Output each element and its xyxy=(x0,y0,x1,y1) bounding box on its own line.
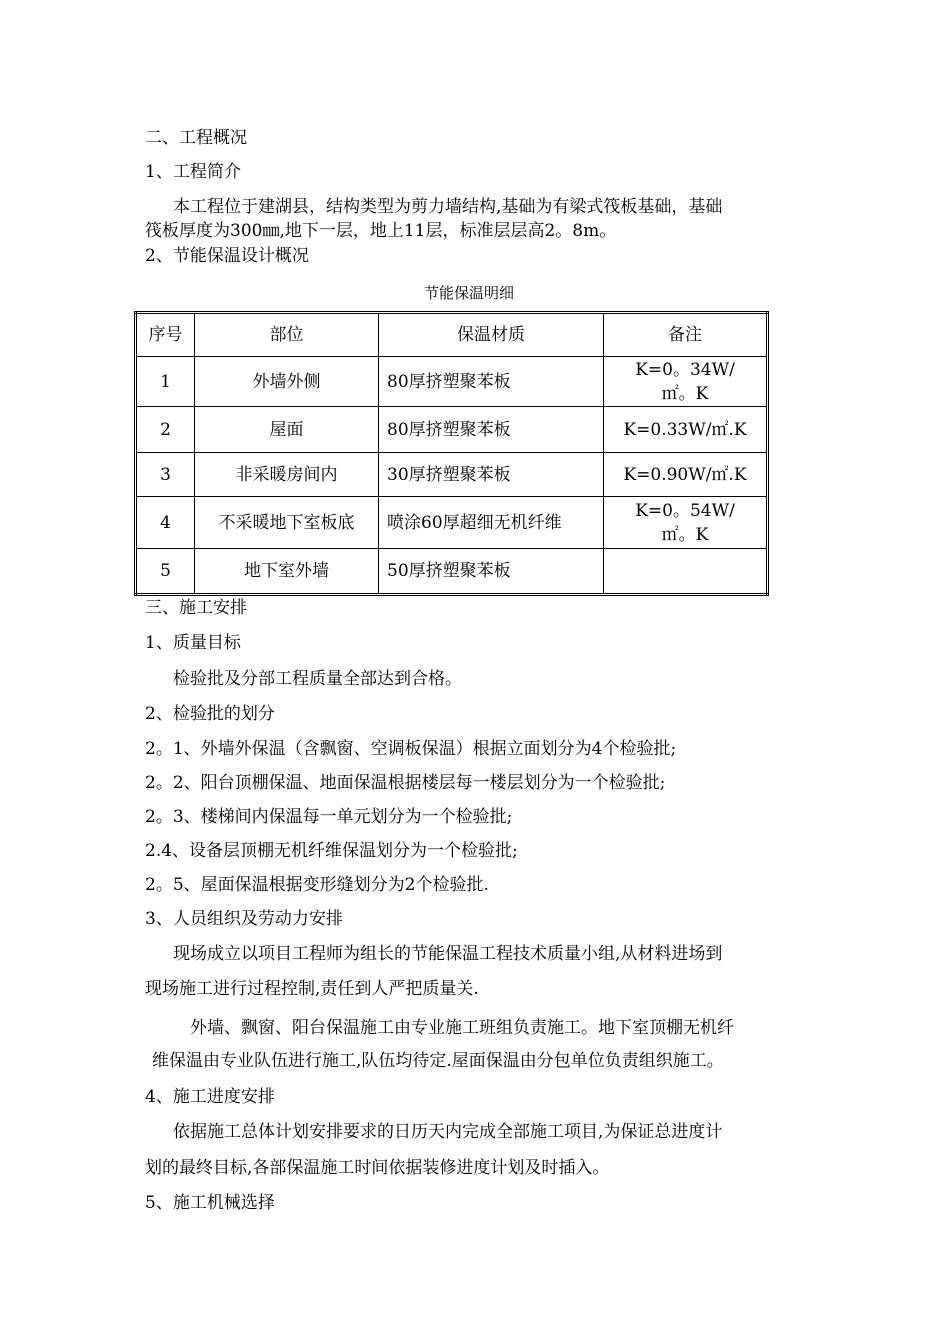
row-note: K=0.33W/㎡.K xyxy=(604,407,768,453)
row-material: 喷涂60厚超细无机纤维 xyxy=(379,497,604,549)
table-header-row xyxy=(136,313,768,357)
project-intro-title: 1、工程简介 xyxy=(145,162,241,182)
header-part: 部位 xyxy=(195,313,379,357)
table-caption: 节能保温明细 xyxy=(424,284,515,302)
header-material: 保温材质 xyxy=(379,313,604,357)
row-note: K=0.90W/㎡.K xyxy=(604,453,768,497)
staffing-paragraph2-line1: 外墙、飘窗、阳台保温施工由专业施工班组负责施工。地下室顶棚无机纤 xyxy=(190,1018,734,1038)
row-note xyxy=(604,357,768,407)
row-part: 非采暖房间内 xyxy=(195,453,379,497)
batch-item: 2。3、楼梯间内保温每一单元划分为一个检验批; xyxy=(145,807,513,827)
row-material: 30厚挤塑聚苯板 xyxy=(379,453,604,497)
project-intro-text-line1: 本工程位于建湖县，结构类型为剪力墙结构,基础为有梁式筏板基础，基础 xyxy=(173,197,723,217)
row-note xyxy=(604,549,768,595)
batch-division-title: 2、检验批的划分 xyxy=(145,704,275,724)
row-part: 地下室外墙 xyxy=(195,549,379,595)
row-no: 2 xyxy=(136,407,195,453)
staffing-title: 3、人员组织及劳动力安排 xyxy=(145,909,343,929)
row-part: 不采暖地下室板底 xyxy=(195,497,379,549)
header-note: 备注 xyxy=(604,313,768,357)
batch-item: 2.4、设备层顶棚无机纤维保温划分为一个检验批; xyxy=(145,841,518,861)
quality-goal-title: 1、质量目标 xyxy=(145,633,241,653)
table-row xyxy=(136,453,768,497)
row-no: 5 xyxy=(136,549,195,595)
row-note-line1: K=0。54W/ xyxy=(635,500,735,521)
staffing-paragraph2-line2: 维保温由专业队伍进行施工,队伍均待定.屋面保温由分包单位负责组织施工。 xyxy=(152,1051,724,1071)
batch-item: 2。2、阳台顶棚保温、地面保温根据楼层每一楼层划分为一个检验批; xyxy=(145,773,666,793)
machinery-title: 5、施工机械选择 xyxy=(145,1193,275,1213)
table-row xyxy=(136,549,768,595)
row-no: 3 xyxy=(136,453,195,497)
row-note-line2: ㎡。K xyxy=(661,383,709,404)
batch-item: 2。1、外墙外保温（含飘窗、空调板保温）根据立面划分为4个检验批; xyxy=(145,739,677,759)
header-no: 序号 xyxy=(136,313,195,357)
row-no: 1 xyxy=(136,357,195,407)
row-note xyxy=(604,497,768,549)
table-row xyxy=(136,407,768,453)
row-no: 4 xyxy=(136,497,195,549)
project-intro-text-line2: 筏板厚度为300㎜,地下一层，地上11层，标准层层高2。8m。 xyxy=(145,221,617,241)
table-row xyxy=(136,357,768,407)
batch-item: 2。5、屋面保温根据变形缝划分为2个检验批. xyxy=(145,875,489,895)
schedule-text-line1: 依据施工总体计划安排要求的日历天内完成全部施工项目,为保证总进度计 xyxy=(173,1122,723,1142)
row-part: 外墙外侧 xyxy=(195,357,379,407)
schedule-text-line2: 划的最终目标,各部保温施工时间依据装修进度计划及时插入。 xyxy=(145,1158,610,1178)
quality-goal-text: 检验批及分部工程质量全部达到合格。 xyxy=(173,669,462,689)
section-3-heading: 三、施工安排 xyxy=(145,598,247,618)
staffing-paragraph1-line1: 现场成立以项目工程师为组长的节能保温工程技术质量小组,从材料进场到 xyxy=(173,944,723,964)
insulation-table xyxy=(134,311,769,596)
row-note-line1: K=0。34W/ xyxy=(635,359,735,380)
row-note-line2: ㎡。K xyxy=(661,524,709,545)
section-2-heading: 二、工程概况 xyxy=(145,128,247,148)
row-material: 80厚挤塑聚苯板 xyxy=(379,357,604,407)
row-material: 80厚挤塑聚苯板 xyxy=(379,407,604,453)
staffing-paragraph1-line2: 现场施工进行过程控制,责任到人严把质量关. xyxy=(145,979,479,999)
table-row xyxy=(136,497,768,549)
schedule-title: 4、施工进度安排 xyxy=(145,1087,275,1107)
row-material: 50厚挤塑聚苯板 xyxy=(379,549,604,595)
insulation-design-title: 2、节能保温设计概况 xyxy=(145,246,309,266)
row-part: 屋面 xyxy=(195,407,379,453)
